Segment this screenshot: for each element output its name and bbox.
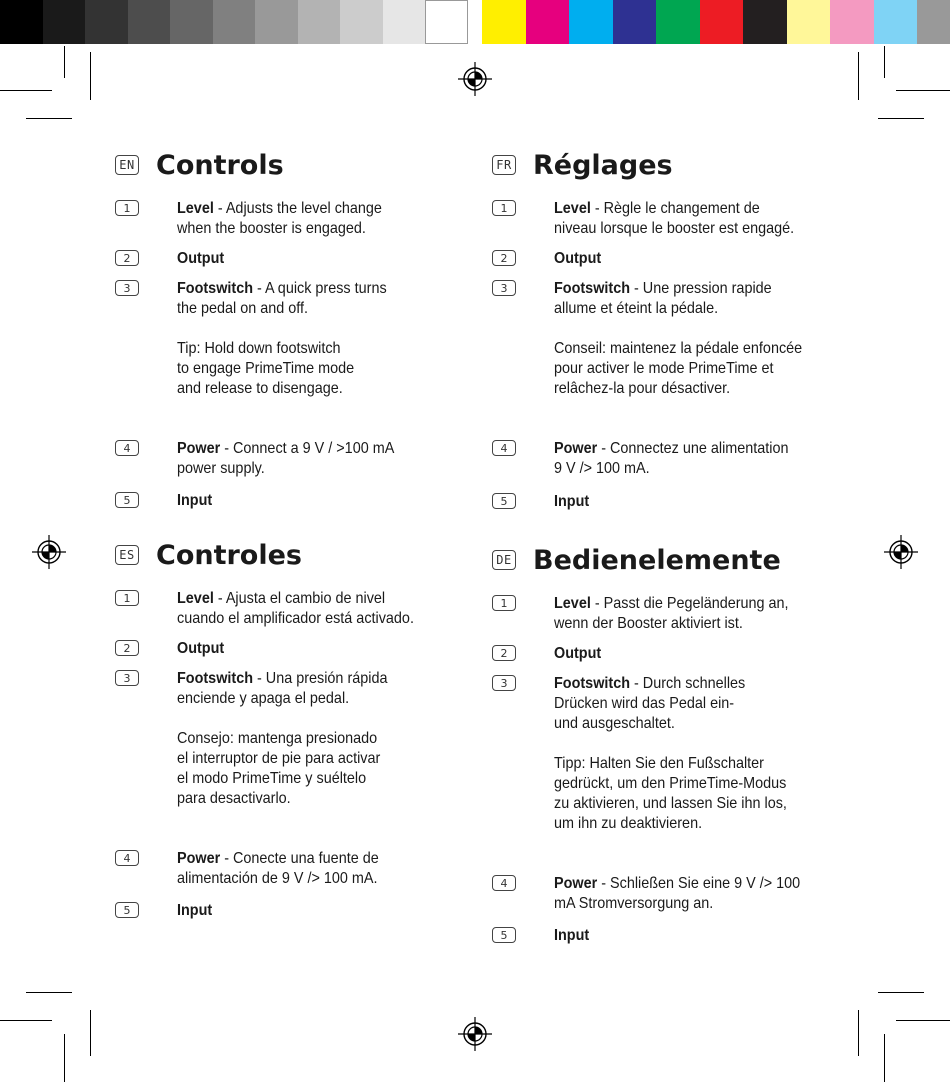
item-label: Input xyxy=(177,902,213,919)
item-label: Input xyxy=(177,492,213,509)
registration-crosshair-icon xyxy=(884,535,918,569)
lang-code-badge: EN xyxy=(115,155,139,175)
registration-crosshair-icon xyxy=(458,1017,492,1051)
section-header xyxy=(115,145,284,185)
item-number: 5 xyxy=(492,927,516,943)
item-label: Output xyxy=(177,250,225,267)
color-swatch xyxy=(213,0,256,44)
item-number: 2 xyxy=(115,250,139,266)
section-header xyxy=(115,535,302,575)
item-label: Power xyxy=(554,440,598,457)
registration-crosshair-icon xyxy=(458,62,492,96)
color-swatch xyxy=(255,0,298,44)
lang-code-badge: DE xyxy=(492,550,516,570)
lang-code-badge: ES xyxy=(115,545,139,565)
crop-mark xyxy=(26,118,72,119)
lang-code-badge: FR xyxy=(492,155,516,175)
item-text: - Passt die Pegeländerung an, wenn der Booster aktiviert ist. xyxy=(554,595,789,632)
crop-mark xyxy=(878,992,924,993)
section-de xyxy=(492,540,801,944)
color-swatch xyxy=(340,0,383,44)
crop-mark xyxy=(0,90,52,91)
item-number: 5 xyxy=(492,493,516,509)
item-number: 1 xyxy=(115,200,139,216)
item-text: - Schließen Sie eine 9 V /> 100 mA Stromversorgung an. xyxy=(554,875,801,912)
item-number: 2 xyxy=(115,640,139,656)
color-swatch-bar xyxy=(482,0,950,44)
item-number: 5 xyxy=(115,492,139,508)
item-label: Level xyxy=(554,200,591,217)
item-number: 1 xyxy=(492,200,516,216)
section-title: Réglages xyxy=(533,149,673,181)
color-swatch xyxy=(830,0,874,44)
color-swatch xyxy=(482,0,526,44)
item-text: - Ajusta el cambio de nivel cuando el amplificador está activado. xyxy=(177,590,414,627)
item-number: 2 xyxy=(492,250,516,266)
item-label: Power xyxy=(177,850,221,867)
item-text: - Conecte una fuente de alimentación de 9 V /> 100 mA. xyxy=(177,850,379,887)
color-swatch xyxy=(298,0,341,44)
crop-mark xyxy=(0,1020,52,1021)
color-swatch xyxy=(85,0,128,44)
item-number: 4 xyxy=(115,440,139,456)
color-swatch xyxy=(700,0,744,44)
item-number: 4 xyxy=(115,850,139,866)
item-label: Output xyxy=(554,250,602,267)
crop-mark xyxy=(896,90,950,91)
item-label: Level xyxy=(177,200,214,217)
item-number: 3 xyxy=(115,280,139,296)
item-number: 3 xyxy=(492,280,516,296)
item-number: 2 xyxy=(492,645,516,661)
item-label: Footswitch xyxy=(177,280,253,297)
color-swatch xyxy=(874,0,918,44)
section-title: Bedienelemente xyxy=(533,544,781,576)
section-header xyxy=(492,540,781,580)
crop-mark xyxy=(884,1034,885,1082)
item-label: Power xyxy=(554,875,598,892)
section-title: Controls xyxy=(156,149,284,181)
item-number: 5 xyxy=(115,902,139,918)
item-text: - Connect a 9 V / >100 mA power supply. xyxy=(177,440,395,477)
crop-mark xyxy=(858,1010,859,1056)
item-label: Output xyxy=(177,640,225,657)
item-text: - Adjusts the level change when the booster is engaged. xyxy=(177,200,382,237)
item-label: Footswitch xyxy=(554,675,630,692)
item-label: Footswitch xyxy=(554,280,630,297)
item-number: 3 xyxy=(492,675,516,691)
item-number: 1 xyxy=(492,595,516,611)
registration-crosshair-icon xyxy=(32,535,66,569)
color-swatch xyxy=(743,0,787,44)
section-header xyxy=(492,145,673,185)
item-text: - Une pression rapide allume et éteint la pédale. Conseil: maintenez la pédale enfoncée pour activer le mode PrimeTime et relâchez-la pour désactiver. xyxy=(554,280,803,397)
crop-mark xyxy=(64,1034,65,1082)
item-label: Power xyxy=(177,440,221,457)
color-swatch xyxy=(526,0,570,44)
section-fr xyxy=(492,145,803,510)
item-label: Input xyxy=(554,927,590,944)
crop-mark xyxy=(858,52,859,100)
color-swatch xyxy=(787,0,831,44)
item-label: Level xyxy=(177,590,214,607)
item-text: - Una presión rápida enciende y apaga el pedal. Consejo: mantenga presionado el interruptor de pie para activar el modo PrimeTime y suéltelo para desactivarlo. xyxy=(177,670,388,807)
color-swatch xyxy=(170,0,213,44)
crop-mark xyxy=(884,46,885,78)
gray-scale-bar xyxy=(0,0,468,44)
item-label: Output xyxy=(554,645,602,662)
color-swatch xyxy=(613,0,657,44)
color-swatch xyxy=(128,0,171,44)
item-label: Input xyxy=(554,493,590,510)
crop-mark xyxy=(878,118,924,119)
section-en xyxy=(115,145,395,509)
item-label: Level xyxy=(554,595,591,612)
crop-mark xyxy=(90,1010,91,1056)
color-swatch xyxy=(43,0,86,44)
item-label: Footswitch xyxy=(177,670,253,687)
crop-mark xyxy=(90,52,91,100)
color-swatch xyxy=(569,0,613,44)
section-es xyxy=(115,535,414,919)
section-title: Controles xyxy=(156,539,302,571)
color-swatch xyxy=(0,0,43,44)
color-swatch xyxy=(425,0,468,44)
item-number: 4 xyxy=(492,875,516,891)
item-text: - A quick press turns the pedal on and off. Tip: Hold down footswitch to engage PrimeTime mode and release to disengage. xyxy=(177,280,387,397)
color-swatch xyxy=(383,0,426,44)
crop-mark xyxy=(896,1020,950,1021)
item-number: 1 xyxy=(115,590,139,606)
color-swatch xyxy=(917,0,950,44)
item-number: 4 xyxy=(492,440,516,456)
item-text: - Durch schnelles Drücken wird das Pedal ein- und ausgeschaltet. Tipp: Halten Sie den Fußschalter gedrückt, um den PrimeTime-Modus zu aktivieren, und lassen Sie ihn los, um ihn zu deaktivieren. xyxy=(554,675,787,832)
item-text: - Connectez une alimentation 9 V /> 100 mA. xyxy=(554,440,789,477)
color-swatch xyxy=(656,0,700,44)
item-number: 3 xyxy=(115,670,139,686)
item-text: - Règle le changement de niveau lorsque le booster est engagé. xyxy=(554,200,795,237)
crop-mark xyxy=(26,992,72,993)
crop-mark xyxy=(64,46,65,78)
